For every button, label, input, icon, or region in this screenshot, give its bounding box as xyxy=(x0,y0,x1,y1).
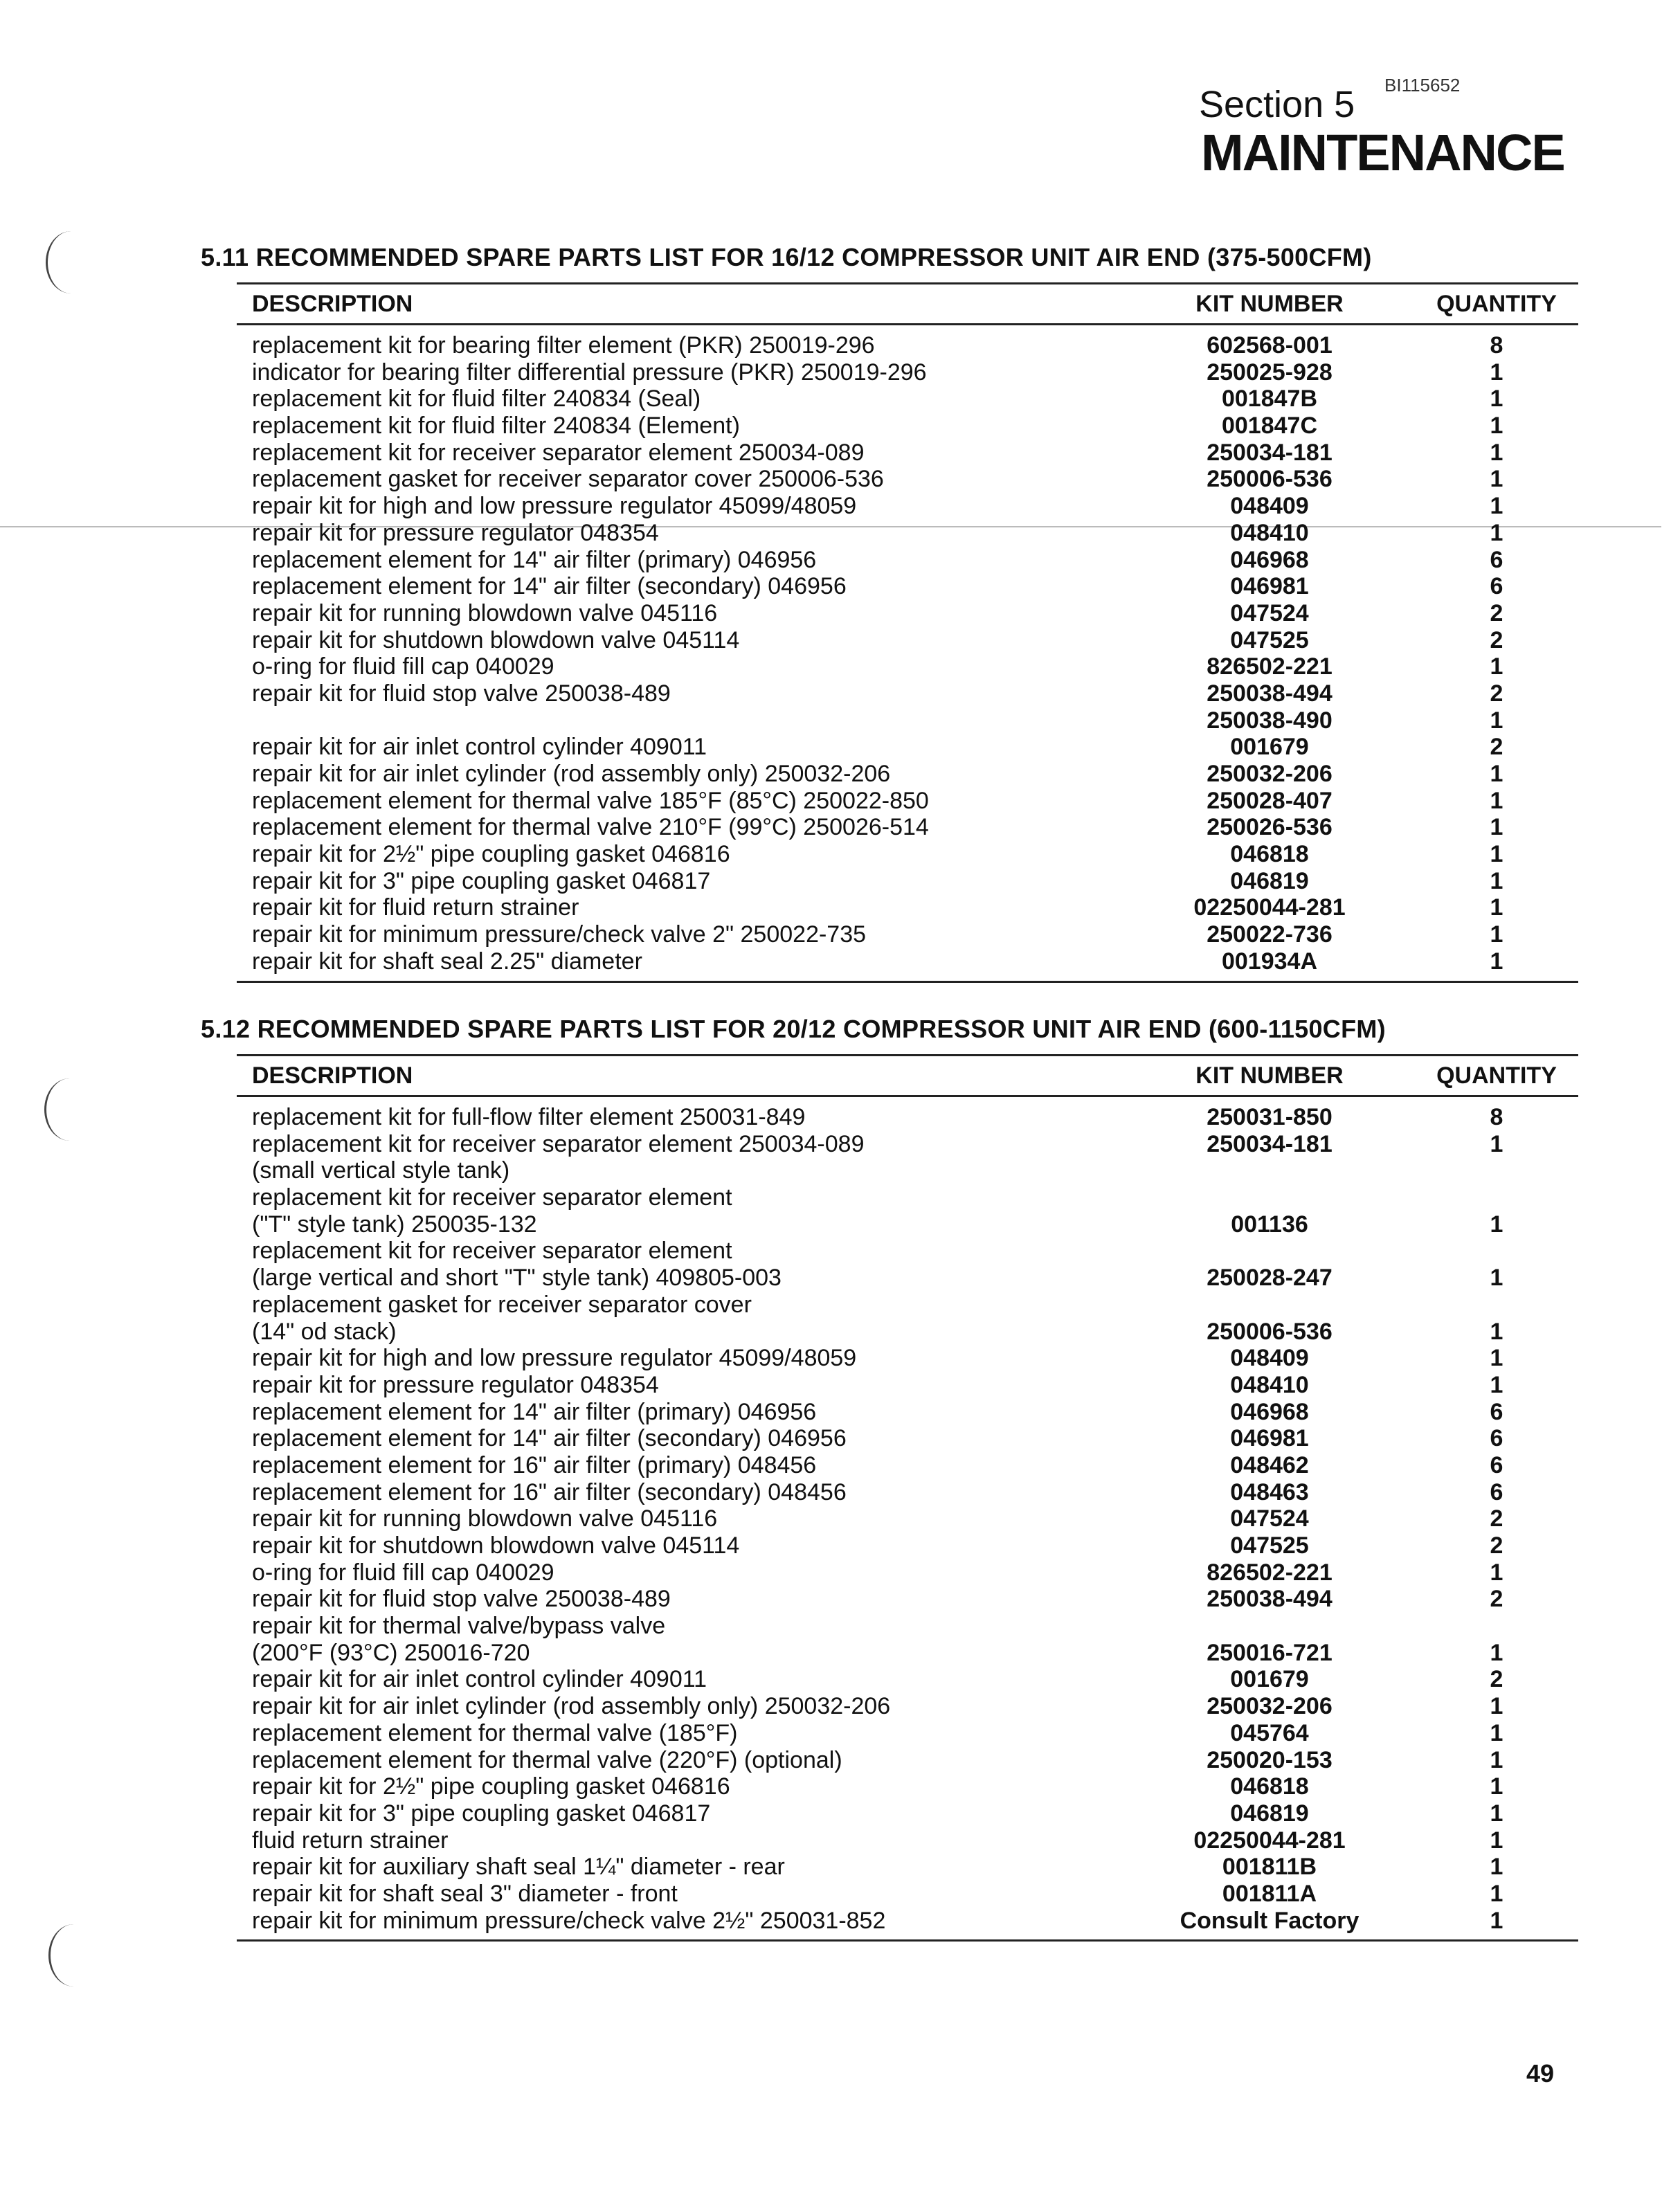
quantity: 2 xyxy=(1490,626,1503,653)
quantity: 2 xyxy=(1490,680,1503,707)
kit-number: 001811B xyxy=(1222,1854,1317,1881)
table-row xyxy=(237,653,1578,680)
part-description: replacement element for 14" air filter (primary) 046956 xyxy=(252,1398,817,1425)
part-description: replacement gasket for receiver separator cover 250006-536 xyxy=(252,466,884,493)
kit-number: 047525 xyxy=(1230,1532,1309,1559)
part-description: replacement kit for bearing filter element (PKR) 250019-296 xyxy=(252,332,875,359)
kit-number: 250026-536 xyxy=(1207,814,1333,841)
quantity: 1 xyxy=(1490,1693,1503,1720)
table-row xyxy=(237,520,1578,547)
quantity: 1 xyxy=(1490,1559,1503,1586)
column-header-quantity: QUANTITY xyxy=(1436,290,1557,317)
kit-number xyxy=(1124,1157,1415,1184)
kit-number: 046968 xyxy=(1230,1398,1309,1425)
table-row xyxy=(237,1372,1578,1399)
table-row xyxy=(237,1452,1578,1479)
column-header-kit-number: KIT NUMBER xyxy=(1195,290,1344,317)
kit-number: 602568-001 xyxy=(1207,332,1333,359)
part-description: repair kit for fluid stop valve 250038-489 xyxy=(252,1586,671,1613)
table-row xyxy=(237,1399,1578,1426)
part-description: repair kit for high and low pressure regulator 45099/48059 xyxy=(252,493,857,520)
table-row xyxy=(237,1827,1578,1854)
kit-number: 048463 xyxy=(1230,1478,1309,1505)
kit-number: 250025-928 xyxy=(1207,359,1333,386)
part-description: replacement kit for receiver separator element 250034-089 xyxy=(252,1130,865,1157)
quantity: 1 xyxy=(1490,1318,1503,1345)
table-row xyxy=(237,948,1578,975)
table-row xyxy=(237,1800,1578,1827)
quantity: 2 xyxy=(1490,734,1503,761)
table-row xyxy=(237,413,1578,440)
quantity: 1 xyxy=(1490,1880,1503,1907)
table-row xyxy=(237,1157,1578,1184)
column-header-description: DESCRIPTION xyxy=(252,290,413,317)
parts-table xyxy=(237,1054,1578,1942)
table-row xyxy=(237,359,1578,386)
table-row xyxy=(237,788,1578,815)
part-description: repair kit for auxiliary shaft seal 1¼" diameter - rear xyxy=(252,1854,785,1881)
part-description: indicator for bearing filter differential pressure (PKR) 250019-296 xyxy=(252,359,927,386)
part-description: repair kit for minimum pressure/check valve 2" 250022-735 xyxy=(252,921,867,948)
kit-number: 250034-181 xyxy=(1207,1130,1333,1157)
section-label: Section 5 xyxy=(1199,84,1355,125)
binder-hole-mark xyxy=(48,1924,99,1987)
part-description: replacement element for thermal valve (220°F) (optional) xyxy=(252,1746,842,1773)
table-row xyxy=(237,600,1578,627)
kit-number: Consult Factory xyxy=(1180,1907,1360,1934)
table-header-row xyxy=(237,1054,1578,1097)
quantity: 1 xyxy=(1490,359,1503,386)
quantity: 6 xyxy=(1490,1451,1503,1478)
kit-number: 250038-494 xyxy=(1207,1586,1333,1613)
quantity: 6 xyxy=(1490,546,1503,573)
quantity xyxy=(1415,1238,1578,1265)
kit-number xyxy=(1124,1184,1415,1211)
quantity: 6 xyxy=(1490,1478,1503,1505)
quantity: 1 xyxy=(1490,493,1503,520)
table-row xyxy=(237,466,1578,493)
kit-number: 250020-153 xyxy=(1207,1746,1333,1773)
table-row xyxy=(237,1211,1578,1238)
part-description: replacement element for thermal valve (185°F) xyxy=(252,1719,738,1746)
kit-number xyxy=(1124,1292,1415,1319)
quantity: 6 xyxy=(1490,1398,1503,1425)
kit-number xyxy=(1124,1238,1415,1265)
table-header-row xyxy=(237,282,1578,325)
table-row xyxy=(237,1265,1578,1292)
kit-number: 045764 xyxy=(1230,1719,1309,1746)
table-row xyxy=(237,1586,1578,1613)
part-description: replacement kit for receiver separator element xyxy=(252,1238,732,1265)
part-description: repair kit for fluid return strainer xyxy=(252,894,579,921)
kit-number: 046981 xyxy=(1230,1425,1309,1452)
part-description: replacement kit for receiver separator element 250034-089 xyxy=(252,439,865,466)
table-row xyxy=(237,841,1578,868)
part-description: replacement element for 14" air filter (secondary) 046956 xyxy=(252,573,847,600)
quantity: 2 xyxy=(1490,1666,1503,1693)
table-row xyxy=(237,680,1578,707)
quantity: 1 xyxy=(1490,653,1503,680)
kit-number: 001679 xyxy=(1230,1666,1309,1693)
table-row xyxy=(237,547,1578,574)
quantity: 1 xyxy=(1490,1345,1503,1372)
kit-number: 048410 xyxy=(1230,519,1309,546)
part-description: repair kit for 2½" pipe coupling gasket 046816 xyxy=(252,1773,730,1800)
part-description: (small vertical style tank) xyxy=(252,1157,510,1184)
part-description: o-ring for fluid fill cap 040029 xyxy=(252,653,554,680)
table-row xyxy=(237,1238,1578,1265)
kit-number: 001811A xyxy=(1222,1880,1317,1907)
column-header-quantity: QUANTITY xyxy=(1436,1062,1557,1089)
parts-table xyxy=(237,282,1578,983)
binder-hole-mark xyxy=(44,1078,95,1141)
quantity: 6 xyxy=(1490,1425,1503,1452)
quantity: 1 xyxy=(1490,1746,1503,1773)
quantity: 1 xyxy=(1490,761,1503,787)
quantity: 1 xyxy=(1490,1265,1503,1292)
table-row xyxy=(237,734,1578,761)
table-row xyxy=(237,814,1578,841)
table-body xyxy=(237,325,1578,983)
section-title: MAINTENANCE xyxy=(1201,124,1564,181)
quantity: 6 xyxy=(1490,573,1503,600)
table-row xyxy=(237,1773,1578,1800)
table-row xyxy=(237,386,1578,413)
part-description: repair kit for 3" pipe coupling gasket 046817 xyxy=(252,1800,711,1827)
part-description: replacement kit for fluid filter 240834 (Element) xyxy=(252,413,740,440)
part-description: fluid return strainer xyxy=(252,1827,449,1854)
quantity: 1 xyxy=(1490,787,1503,814)
kit-number: 250034-181 xyxy=(1207,439,1333,466)
table-row xyxy=(237,1693,1578,1720)
part-description: replacement element for 14" air filter (primary) 046956 xyxy=(252,546,817,573)
kit-number: 001934A xyxy=(1221,948,1317,975)
quantity: 2 xyxy=(1490,1586,1503,1613)
kit-number: 02250044-281 xyxy=(1193,1827,1346,1854)
kit-number: 250038-494 xyxy=(1207,680,1333,707)
table-row xyxy=(237,921,1578,948)
part-description: replacement element for thermal valve 185°F (85°C) 250022-850 xyxy=(252,787,929,814)
table-row xyxy=(237,1720,1578,1747)
table-row xyxy=(237,332,1578,359)
part-description: replacement element for 16" air filter (primary) 048456 xyxy=(252,1451,817,1478)
part-description: repair kit for 3" pipe coupling gasket 046817 xyxy=(252,867,711,894)
part-description: (14" od stack) xyxy=(252,1318,397,1345)
kit-number: 046818 xyxy=(1230,1773,1309,1800)
part-description: replacement element for 14" air filter (secondary) 046956 xyxy=(252,1425,847,1452)
kit-number: 048409 xyxy=(1230,1345,1309,1372)
kit-number: 047524 xyxy=(1230,1505,1309,1532)
kit-number: 047524 xyxy=(1230,599,1309,626)
quantity: 1 xyxy=(1490,413,1503,440)
kit-number: 02250044-281 xyxy=(1193,894,1346,921)
part-description: repair kit for 2½" pipe coupling gasket 046816 xyxy=(252,841,730,868)
kit-number xyxy=(1124,1613,1415,1640)
part-description: replacement gasket for receiver separator cover xyxy=(252,1291,752,1318)
quantity: 1 xyxy=(1490,894,1503,921)
spare-parts-section-512 xyxy=(201,1014,1578,1942)
quantity: 2 xyxy=(1490,1505,1503,1532)
part-description: replacement kit for receiver separator element xyxy=(252,1184,732,1211)
part-description: (large vertical and short "T" style tank) 409805-003 xyxy=(252,1265,782,1292)
kit-number: 001847B xyxy=(1221,386,1317,413)
kit-number: 046819 xyxy=(1230,1800,1309,1827)
kit-number: 046818 xyxy=(1230,841,1309,868)
part-description: repair kit for running blowdown valve 045116 xyxy=(252,599,718,626)
part-description: repair kit for pressure regulator 048354 xyxy=(252,519,659,546)
column-header-description: DESCRIPTION xyxy=(252,1062,413,1089)
part-description: replacement element for thermal valve 210°F (99°C) 250026-514 xyxy=(252,814,929,841)
kit-number: 046819 xyxy=(1230,867,1309,894)
kit-number: 250022-736 xyxy=(1207,921,1333,948)
kit-number: 046968 xyxy=(1230,546,1309,573)
table-row xyxy=(237,1854,1578,1881)
table-row xyxy=(237,1184,1578,1211)
part-description: ("T" style tank) 250035-132 xyxy=(252,1211,537,1238)
table-row xyxy=(237,707,1578,734)
quantity: 1 xyxy=(1490,921,1503,948)
part-description: repair kit for fluid stop valve 250038-489 xyxy=(252,680,671,707)
quantity: 1 xyxy=(1490,1211,1503,1238)
quantity: 1 xyxy=(1490,841,1503,868)
quantity: 1 xyxy=(1490,1639,1503,1666)
table-body xyxy=(237,1097,1578,1942)
part-description: repair kit for shutdown blowdown valve 045114 xyxy=(252,626,740,653)
table-row xyxy=(237,1559,1578,1586)
table-row xyxy=(237,573,1578,600)
quantity: 1 xyxy=(1490,519,1503,546)
quantity xyxy=(1415,1292,1578,1319)
column-header-kit-number: KIT NUMBER xyxy=(1195,1062,1344,1089)
quantity: 1 xyxy=(1490,1371,1503,1398)
table-row xyxy=(237,1345,1578,1372)
quantity: 1 xyxy=(1490,439,1503,466)
part-description: repair kit for shaft seal 2.25" diameter xyxy=(252,948,642,975)
document-code: BI115652 xyxy=(1384,75,1461,96)
part-description: (200°F (93°C) 250016-720 xyxy=(252,1639,530,1666)
quantity: 1 xyxy=(1490,1827,1503,1854)
spare-parts-section-511 xyxy=(201,242,1578,983)
table-row xyxy=(237,440,1578,467)
part-description: replacement kit for fluid filter 240834 (Seal) xyxy=(252,386,701,413)
part-description: repair kit for thermal valve/bypass valve xyxy=(252,1613,666,1640)
kit-number: 250028-407 xyxy=(1207,787,1333,814)
table-row xyxy=(237,1640,1578,1667)
part-description: repair kit for running blowdown valve 045116 xyxy=(252,1505,718,1532)
part-description: repair kit for pressure regulator 048354 xyxy=(252,1371,659,1398)
part-description: repair kit for high and low pressure regulator 45099/48059 xyxy=(252,1345,857,1372)
kit-number: 048410 xyxy=(1230,1371,1309,1398)
quantity: 1 xyxy=(1490,814,1503,841)
kit-number: 250032-206 xyxy=(1207,1693,1333,1720)
part-description: repair kit for shutdown blowdown valve 045114 xyxy=(252,1532,740,1559)
quantity: 1 xyxy=(1490,948,1503,975)
quantity: 1 xyxy=(1490,707,1503,734)
table-row xyxy=(237,1319,1578,1346)
quantity: 1 xyxy=(1490,466,1503,493)
table-row xyxy=(237,627,1578,654)
kit-number: 001136 xyxy=(1231,1211,1308,1238)
table-row xyxy=(237,1908,1578,1935)
table-row xyxy=(237,894,1578,921)
part-description: repair kit for minimum pressure/check valve 2½" 250031-852 xyxy=(252,1907,886,1934)
kit-number: 250006-536 xyxy=(1207,1318,1333,1345)
binder-hole-mark xyxy=(46,231,96,293)
quantity: 1 xyxy=(1490,1773,1503,1800)
quantity: 8 xyxy=(1490,332,1503,359)
part-description: replacement element for 16" air filter (secondary) 048456 xyxy=(252,1478,847,1505)
quantity: 1 xyxy=(1490,1719,1503,1746)
kit-number: 001679 xyxy=(1230,734,1309,761)
part-description: repair kit for air inlet control cylinder 409011 xyxy=(252,1666,707,1693)
part-description: repair kit for shaft seal 3" diameter - front xyxy=(252,1880,678,1907)
table-row xyxy=(237,761,1578,788)
table-row xyxy=(237,1532,1578,1559)
table-row xyxy=(237,493,1578,520)
kit-number: 001847C xyxy=(1221,413,1317,440)
kit-number: 250032-206 xyxy=(1207,761,1333,787)
kit-number: 826502-221 xyxy=(1207,1559,1333,1586)
table-row xyxy=(237,1104,1578,1131)
quantity xyxy=(1415,1157,1578,1184)
quantity xyxy=(1415,1184,1578,1211)
table-row xyxy=(237,1613,1578,1640)
quantity: 1 xyxy=(1490,386,1503,413)
kit-number: 250006-536 xyxy=(1207,466,1333,493)
page-number: 49 xyxy=(1526,2059,1555,2088)
part-description: repair kit for air inlet control cylinder 409011 xyxy=(252,734,707,761)
part-description: o-ring for fluid fill cap 040029 xyxy=(252,1559,554,1586)
table-row xyxy=(237,1131,1578,1158)
part-description: replacement kit for full-flow filter element 250031-849 xyxy=(252,1104,806,1130)
kit-number: 046981 xyxy=(1230,573,1309,600)
kit-number: 048409 xyxy=(1230,493,1309,520)
kit-number: 047525 xyxy=(1230,626,1309,653)
section-heading: 5.12 RECOMMENDED SPARE PARTS LIST FOR 20/12 COMPRESSOR UNIT AIR END (600-1150CFM) xyxy=(201,1015,1386,1043)
part-description xyxy=(237,707,1124,734)
kit-number: 250038-490 xyxy=(1207,707,1333,734)
part-description: repair kit for air inlet cylinder (rod assembly only) 250032-206 xyxy=(252,1693,891,1720)
quantity: 1 xyxy=(1490,1800,1503,1827)
kit-number: 250031-850 xyxy=(1207,1104,1333,1130)
part-description: repair kit for air inlet cylinder (rod assembly only) 250032-206 xyxy=(252,761,891,787)
table-row xyxy=(237,1292,1578,1319)
kit-number: 048462 xyxy=(1230,1451,1309,1478)
table-row xyxy=(237,1425,1578,1452)
quantity: 2 xyxy=(1490,1532,1503,1559)
quantity: 1 xyxy=(1490,1854,1503,1881)
kit-number: 250016-721 xyxy=(1207,1639,1333,1666)
quantity: 1 xyxy=(1490,867,1503,894)
kit-number: 826502-221 xyxy=(1207,653,1333,680)
section-heading: 5.11 RECOMMENDED SPARE PARTS LIST FOR 16/12 COMPRESSOR UNIT AIR END (375-500CFM) xyxy=(201,243,1372,271)
table-row xyxy=(237,1479,1578,1506)
table-row xyxy=(237,1881,1578,1908)
table-row xyxy=(237,1666,1578,1693)
table-row xyxy=(237,1747,1578,1774)
kit-number: 250028-247 xyxy=(1207,1265,1333,1292)
quantity: 2 xyxy=(1490,599,1503,626)
quantity xyxy=(1415,1613,1578,1640)
table-row xyxy=(237,868,1578,895)
quantity: 1 xyxy=(1490,1907,1503,1934)
quantity: 8 xyxy=(1490,1104,1503,1130)
table-row xyxy=(237,1505,1578,1532)
quantity: 1 xyxy=(1490,1130,1503,1157)
